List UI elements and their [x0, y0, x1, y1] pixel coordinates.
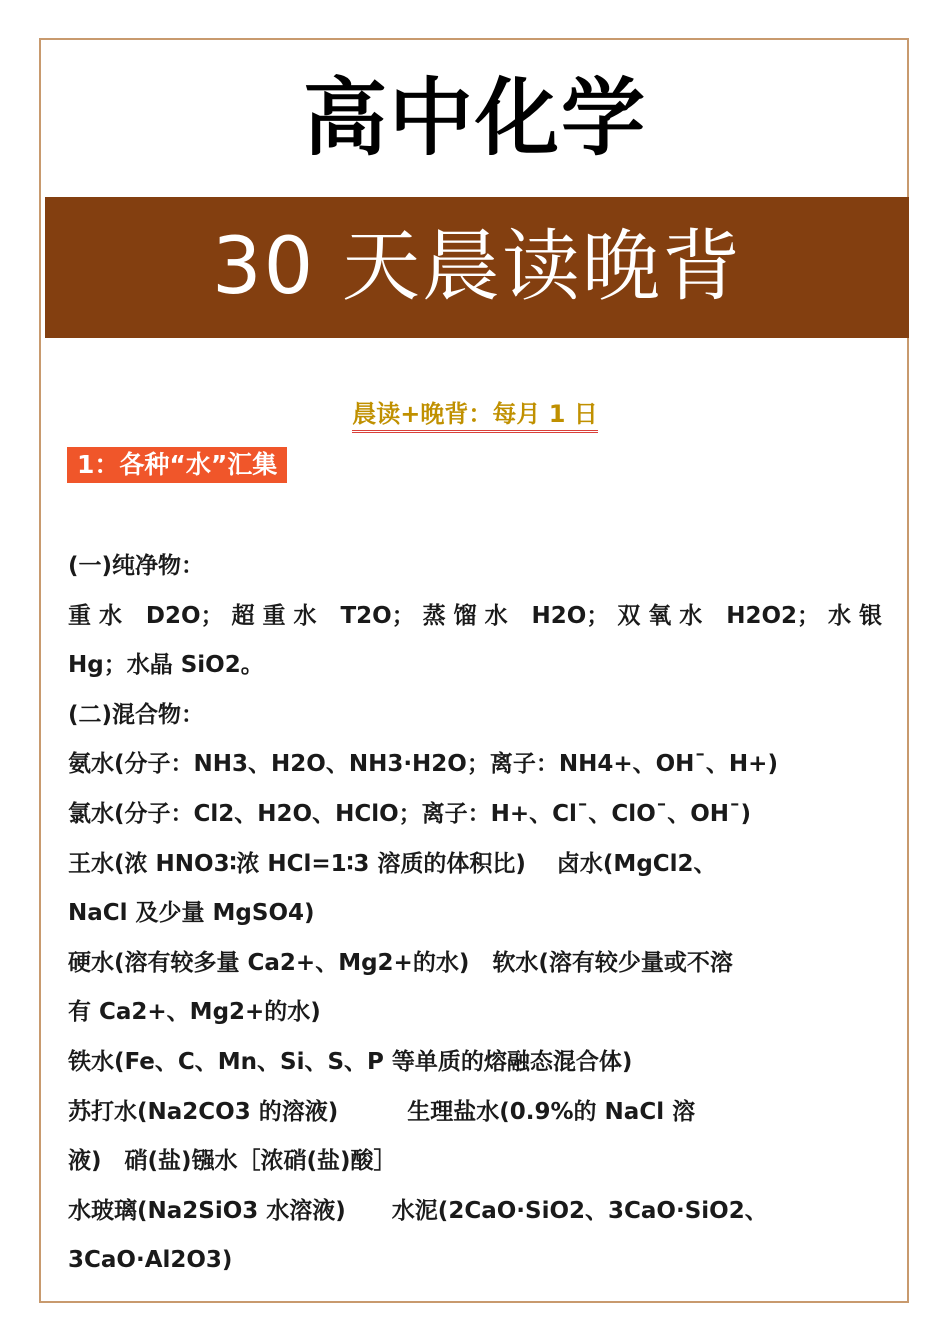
content-line: 3CaO·Al2O3): [68, 1247, 233, 1274]
content-line: 氯水(分子：Cl2、H2O、HClO；离子：H+、Cl¯、ClO¯、OH¯): [68, 800, 752, 827]
content-line: (二)混合物：: [68, 701, 205, 728]
content-body: [68, 542, 882, 1286]
subtitle: [0, 396, 950, 432]
content-line: 水玻璃(Na2SiO3 水溶液) 水泥(2CaO·SiO2、3CaO·SiO2、: [68, 1197, 768, 1224]
content-line: 液) 硝(盐)镪水［浓硝(盐)酸］: [68, 1148, 397, 1175]
subtitle-text: 晨读+晚背：每月 1 日: [352, 400, 598, 433]
content-line: Hg；水晶 SiO2。: [68, 652, 264, 679]
content-line: 苏打水(Na2CO3 的溶液) 生理盐水(0.9%的 NaCl 溶: [68, 1098, 696, 1125]
section-tag: 1：各种“水”汇集: [67, 447, 287, 483]
content-line: 铁水(Fe、C、Mn、Si、S、P 等单质的熔融态混合体): [68, 1048, 633, 1075]
content-line: 王水(浓 HNO3∶浓 HCl=1∶3 溶质的体积比) 卤水(MgCl2、: [68, 850, 717, 877]
content-line: (一)纯净物：: [68, 553, 205, 579]
content-line: 有 Ca2+、Mg2+的水): [68, 999, 321, 1026]
content-line: NaCl 及少量 MgSO4): [68, 900, 315, 927]
page-title: 高中化学: [302, 69, 647, 167]
content-line: 重水 D2O；超重水 T2O；蒸馏水 H2O；双氧水 H2O2；水银: [68, 602, 882, 629]
content-line: 氨水(分子：NH3、H2O、NH3·H2O；离子：NH4+、OH¯、H+): [68, 751, 778, 778]
content-line: 硬水(溶有较多量 Ca2+、Mg2+的水) 软水(溶有较少量或不溶: [68, 949, 733, 976]
title-banner: 30 天晨读晚背: [45, 197, 909, 338]
